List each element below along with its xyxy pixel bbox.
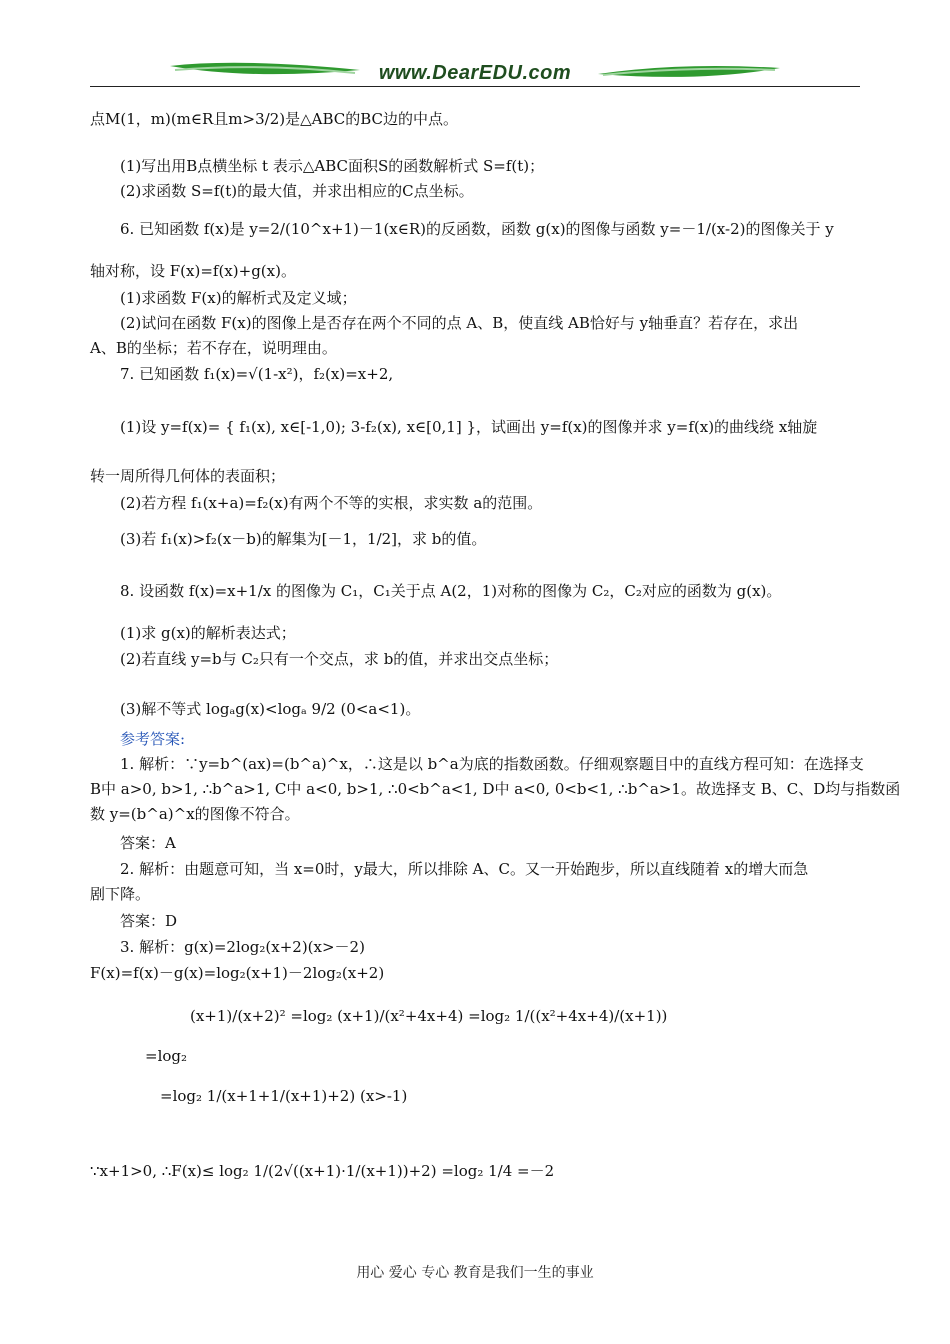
site-logo-text: www.DearEDU.com bbox=[378, 62, 572, 84]
page-footer: 用心 爱心 专心 教育是我们一生的事业 bbox=[356, 1265, 594, 1281]
problem6-part2: (2)试问在函数 F(x)的图像上是否存在两个不同的点 A、B，使直线 AB恰好与 y轴垂直？若存在，求出 bbox=[120, 314, 799, 332]
header-rule bbox=[90, 86, 860, 87]
page-header bbox=[0, 0, 950, 100]
problem8-part1: (1)求 g(x)的解析表达式； bbox=[120, 624, 296, 642]
problem8-stem: 8. 设函数 f(x)=x+1/x 的图像为 C₁，C₁关于点 A(2，1)对称的图像为 C₂，C₂对应的函数为 g(x)。 bbox=[120, 582, 782, 600]
answer1-result: 答案：A bbox=[120, 834, 176, 852]
answer2-result: 答案：D bbox=[120, 912, 178, 930]
problem6-stem-cont: 轴对称，设 F(x)=f(x)+g(x)。 bbox=[90, 262, 296, 280]
answer3-formula4: ∵x+1>0, ∴F(x)≤ log₂ 1/(2√((x+1)·1/(x+1))+2) =log₂ 1/4 =－2 bbox=[90, 1162, 555, 1180]
problem6-part1: (1)求函数 F(x)的解析式及定义域； bbox=[120, 289, 357, 307]
answer2-line1: 2. 解析：由题意可知，当 x=0时，y最大，所以排除 A、C。又一开始跑步，所以直线随着 x的增大而急 bbox=[120, 860, 809, 878]
answer1-line2: B中 a>0, b>1, ∴b^a>1, C中 a<0, b>1, ∴0<b^a<1, D中 a<0, 0<b<1, ∴b^a>1。故选择支 B、C、D均与指数函 bbox=[90, 780, 901, 798]
problem6-stem: 6. 已知函数 f(x)是 y=2/(10^x+1)－1(x∈R)的反函数，函数 g(x)的图像与函数 y=－1/(x-2)的图像关于 y bbox=[120, 220, 834, 238]
answer3-formula1: (x+1)/(x+2)² =log₂ (x+1)/(x²+4x+4) =log₂ 1/((x²+4x+4)/(x+1)) bbox=[190, 1007, 668, 1025]
answer3-line2: F(x)=f(x)－g(x)=log₂(x+1)－2log₂(x+2) bbox=[90, 964, 385, 982]
problem5-part1: (1)写出用B点横坐标 t 表示△ABC面积S的函数解析式 S=f(t)； bbox=[120, 157, 545, 175]
problem8-part3: (3)解不等式 logₐg(x)<logₐ 9/2 (0<a<1)。 bbox=[120, 700, 421, 718]
answer1-line3: 数 y=(b^a)^x的图像不符合。 bbox=[90, 805, 300, 823]
header-swoosh-graphic bbox=[0, 0, 950, 100]
answer3-formula3: =log₂ 1/(x+1+1/(x+1)+2) (x>-1) bbox=[160, 1087, 408, 1105]
problem7-part1: (1)设 y=f(x)= { f₁(x), x∈[-1,0); 3-f₂(x), x∈[0,1] }，试画出 y=f(x)的图像并求 y=f(x)的曲线绕 x轴旋 bbox=[120, 418, 818, 436]
problem7-part1-cont: 转一周所得几何体的表面积； bbox=[90, 467, 286, 485]
answers-heading: 参考答案: bbox=[120, 730, 186, 748]
problem5-part2: (2)求函数 S=f(t)的最大值，并求出相应的C点坐标。 bbox=[120, 182, 474, 200]
problem7-part2: (2)若方程 f₁(x+a)=f₂(x)有两个不等的实根，求实数 a的范围。 bbox=[120, 494, 543, 512]
answer2-line2: 剧下降。 bbox=[90, 885, 151, 903]
answer3-formula2: =log₂ bbox=[145, 1047, 188, 1065]
problem6-part2-cont: A、B的坐标；若不存在，说明理由。 bbox=[90, 339, 337, 357]
answer3-line1: 3. 解析：g(x)=2log₂(x+2)(x>－2) bbox=[120, 938, 365, 956]
problem8-part2: (2)若直线 y=b与 C₂只有一个交点，求 b的值，并求出交点坐标； bbox=[120, 650, 559, 668]
problem5-stem: 点M(1，m)(m∈R且m>3/2)是△ABC的BC边的中点。 bbox=[90, 110, 459, 128]
answer1-line1: 1. 解析：∵y=b^(ax)=(b^a)^x，∴这是以 b^a为底的指数函数。仔细观察题目中的直线方程可知：在选择支 bbox=[120, 755, 864, 773]
problem7-part3: (3)若 f₁(x)>f₂(x－b)的解集为[－1，1/2]，求 b的值。 bbox=[120, 530, 487, 548]
problem7-stem: 7. 已知函数 f₁(x)=√(1-x²)，f₂(x)=x+2, bbox=[120, 365, 394, 383]
